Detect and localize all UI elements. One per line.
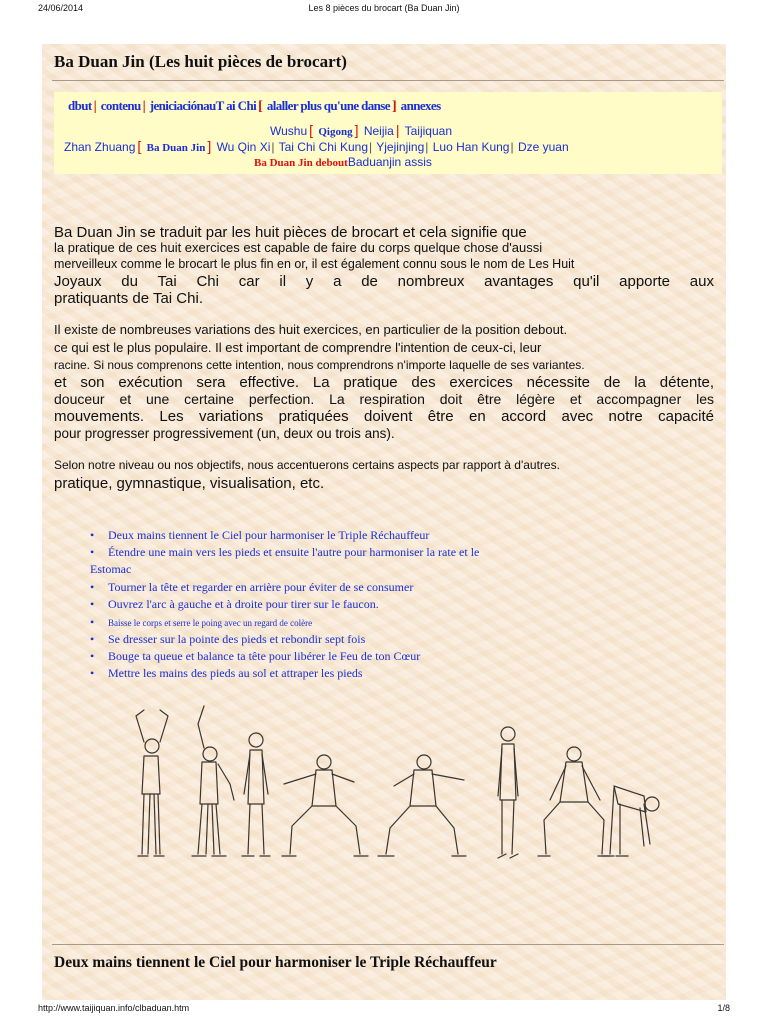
list-item[interactable]: • Baisse le corps et serre le poing avec un regard de colère [90, 615, 313, 629]
exercise-illustrations [114, 704, 674, 864]
list-item[interactable]: • Bouge ta queue et balance ta tête pour libérer le Feu de ton Cœur [90, 649, 421, 663]
divider-top [52, 80, 724, 81]
paragraph-line: la pratique de ces huit exercices est capable de faire du corps quelque chose d'aussi [54, 240, 543, 255]
paragraph-line: racine. Si nous comprenons cette intention, nous comprendrons n'importe laquelle de ses variantes. [54, 358, 585, 372]
nav-box [54, 92, 722, 174]
print-doc-title: Les 8 pièces du brocart (Ba Duan Jin) [308, 3, 460, 13]
figure-hands-to-sky [136, 710, 168, 856]
nav-link-yjejinjing[interactable]: Yjejinjing [376, 140, 425, 154]
list-item-continuation[interactable]: Estomac [90, 562, 132, 576]
figure-touch-feet [602, 786, 659, 856]
list-item[interactable]: • Tourner la tête et regarder en arrière pour éviter de se consumer [90, 580, 414, 594]
bullet-icon: • [90, 666, 95, 680]
print-date: 24/06/2014 [38, 3, 84, 13]
list-item[interactable]: • Deux mains tiennent le Ciel pour harmoniser le Triple Réchauffeur [90, 528, 430, 542]
list-item[interactable]: • Mettre les mains des pieds au sol et attraper les pieds [90, 666, 363, 680]
nav-link-wu-qin-xi[interactable]: Wu Qin Xi [216, 140, 271, 154]
paragraph-line: Joyaux du Tai Chi car il y a de nombreux avantages qu'il apporte aux [54, 273, 714, 290]
nav-link-luo-han-kung[interactable]: Luo Han Kung [432, 140, 510, 154]
section-heading: Deux mains tiennent le Ciel pour harmoniser le Triple Réchauffeur [54, 954, 497, 971]
page-title: Ba Duan Jin (Les huit pièces de brocart) [54, 52, 347, 71]
divider-bottom [52, 944, 724, 945]
figure-tiptoe [498, 727, 518, 858]
nav-link-neijia[interactable]: Neijia [363, 124, 394, 138]
paragraph-line: Il existe de nombreuses variations des huit exercices, en particulier de la position debout. [54, 322, 568, 337]
figure-horse-stance [538, 747, 610, 856]
bullet-icon: • [90, 615, 95, 629]
nav-link-initiation[interactable]: jeniciaciónauT ai Chi [149, 98, 257, 113]
nav-link-qigong[interactable]: Qigong [318, 126, 353, 138]
paragraph-line: douceur et une certaine perfection. La respiration doit être légère et accompagner les [54, 391, 714, 407]
bullet-icon: • [90, 649, 95, 663]
figure-archer-left [282, 755, 368, 856]
paragraph-line: Selon notre niveau ou nos objectifs, nous accentuerons certains aspects par rapport à d'autres. [54, 458, 560, 472]
paragraph-line: merveilleux comme le brocart le plus fin en or, il est également connu sous le nom de Les Huit [54, 257, 575, 271]
nav-row-variants [254, 155, 432, 169]
nav-link-assis[interactable]: Baduanjin assis [347, 155, 432, 169]
nav-link-annexes[interactable]: annexes [400, 98, 441, 113]
figure-separate-hands [192, 706, 234, 856]
nav-link-wushu[interactable]: Wushu [270, 124, 308, 138]
nav-link-taijiquan[interactable]: Taijiquan [404, 124, 452, 138]
paragraph-line: pratiquants de Tai Chi. [54, 290, 203, 307]
paragraph-line: Ba Duan Jin se traduit par les huit pièces de brocart et cela signifie que [54, 224, 527, 241]
nav-row-arts: Wushu [ Qigong ] Neijia | Taijiquan [270, 122, 452, 138]
list-item[interactable]: • Se dresser sur la pointe des pieds et rebondir sept fois [90, 632, 366, 646]
bullet-icon: • [90, 528, 95, 542]
print-url: http://www.taijiquan.info/clbaduan.htm [38, 1003, 190, 1013]
list-item[interactable]: • Ouvrez l'arc à gauche et à droite pour tirer sur le faucon. [90, 597, 379, 611]
paragraph-line: ce qui est le plus populaire. Il est important de comprendre l'intention de ceux-ci, leur [54, 340, 542, 355]
nav-link-dze-yuan[interactable]: Dze yuan [517, 140, 569, 154]
bullet-icon: • [90, 545, 95, 559]
figure-turn-head [242, 733, 270, 856]
print-footer [0, 1003, 768, 1017]
nav-link-au-dela[interactable]: alaller plus qu'une danse [266, 98, 390, 113]
bullet-icon: • [90, 597, 95, 611]
figure-archer-right [378, 755, 466, 856]
nav-row-qigong: Zhan Zhuang [ Ba Duan Jin ] Wu Qin Xi| Tai Chi Chi Kung| Yjejinjing| Luo Han Kung| Dze yuan [64, 138, 569, 154]
nav-link-contenu[interactable]: contenu [100, 98, 141, 113]
paragraph-line: mouvements. Les variations pratiquées doivent être en accord avec notre capacité [54, 408, 714, 425]
paragraph-line: et son exécution sera effective. La pratique des exercices nécessite de la détente, [54, 374, 714, 391]
nav-current-debout: Ba Duan Jin debout [254, 157, 348, 169]
paragraph-line: pour progresser progressivement (un, deux ou trois ans). [54, 426, 395, 441]
bullet-icon: • [90, 632, 95, 646]
print-page-number: 1/8 [717, 1003, 730, 1013]
paragraph-line: pratique, gymnastique, visualisation, etc. [54, 475, 325, 492]
list-item[interactable]: • Étendre une main vers les pieds et ensuite l'autre pour harmoniser la rate et le [90, 545, 480, 559]
nav-link-ba-duan-jin[interactable]: Ba Duan Jin [146, 142, 206, 154]
nav-link-zhan-zhuang[interactable]: Zhan Zhuang [64, 140, 136, 154]
print-header [0, 3, 768, 17]
nav-link-tai-chi-chi-kung[interactable]: Tai Chi Chi Kung [278, 140, 368, 154]
nav-link-debut[interactable]: dbut [68, 98, 92, 113]
nav-row-main: dbut | contenu | jeniciaciónauT ai Chi [ alaller plus qu'une danse ] annexes [68, 98, 441, 114]
page-content [42, 44, 726, 1000]
bullet-icon: • [90, 580, 95, 594]
